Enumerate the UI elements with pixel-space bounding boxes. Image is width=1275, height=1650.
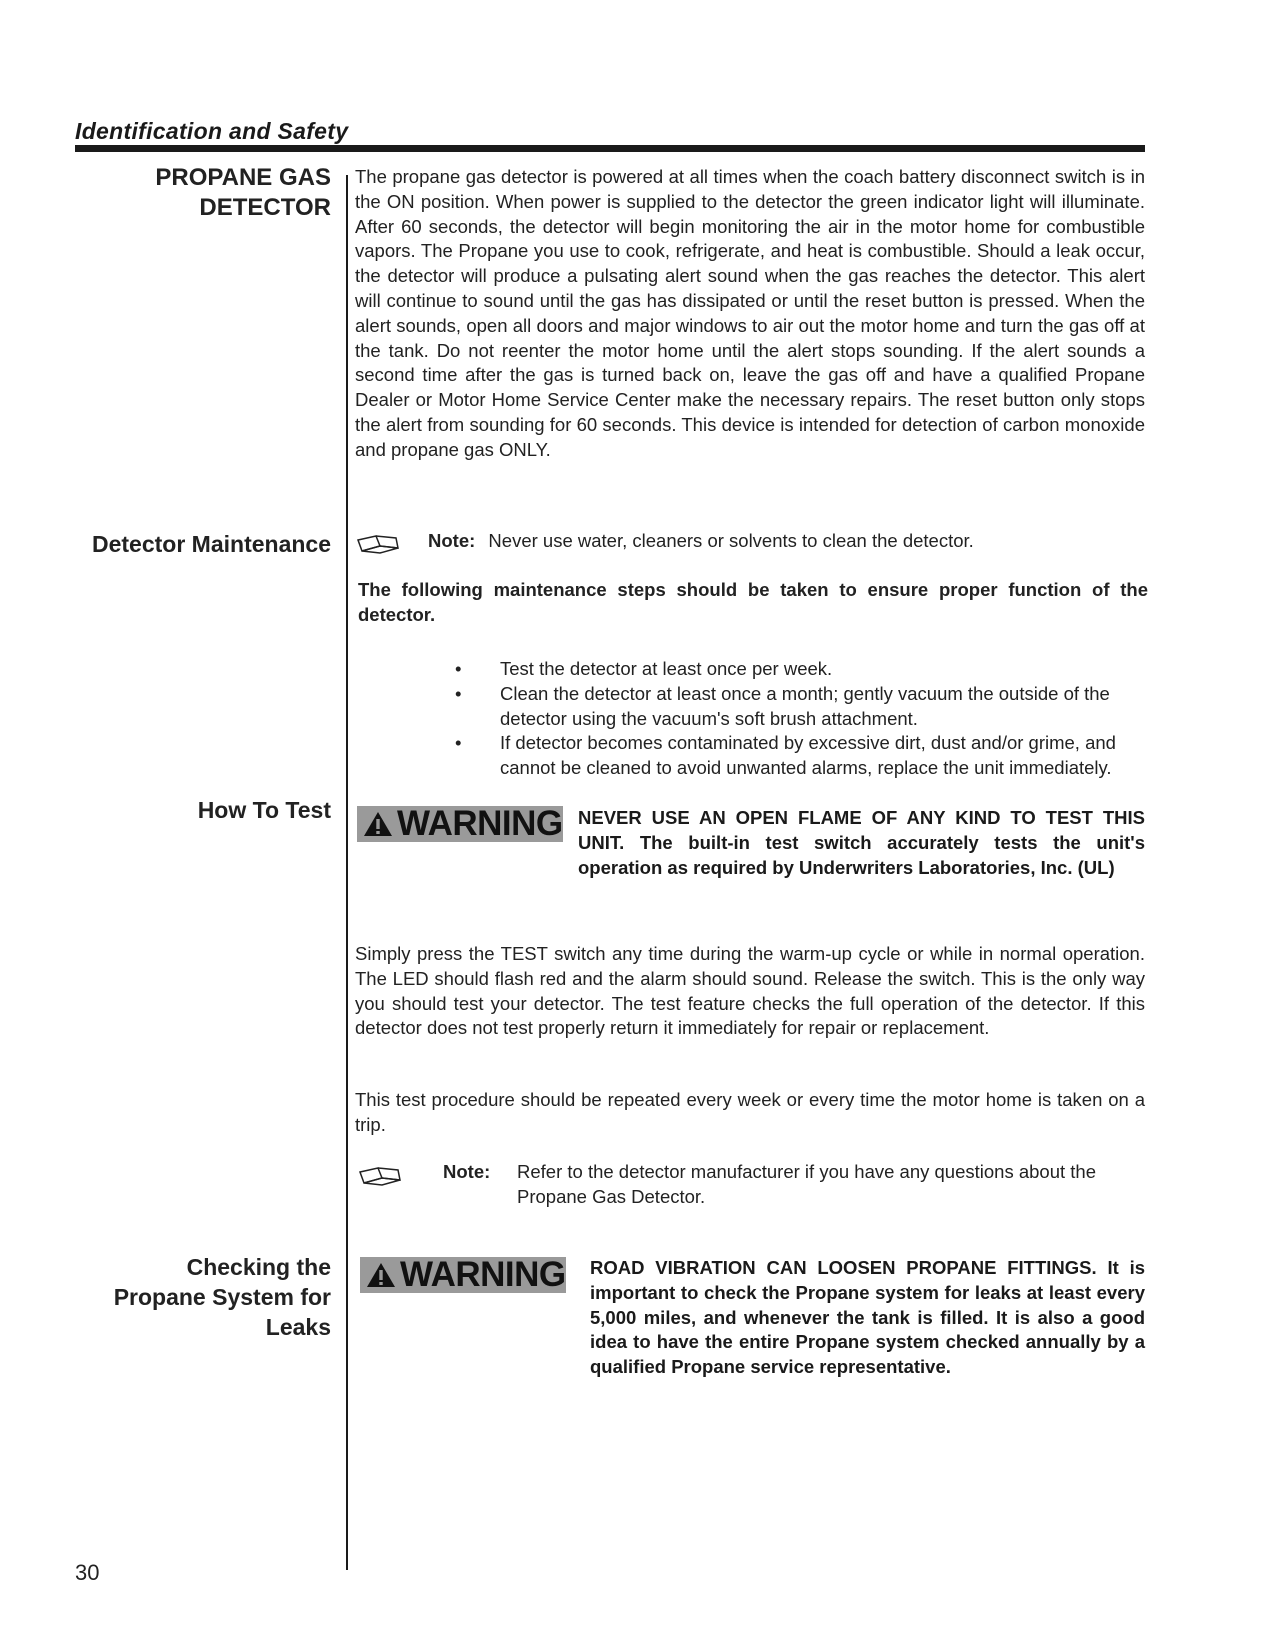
heading-line: DETECTOR [199, 194, 331, 221]
warning-label: WARNING [400, 1255, 566, 1294]
test-frequency: This test procedure should be repeated every week or every time the motor home is taken on a trip. [355, 1089, 1145, 1135]
note-text: Never use water, cleaners or solvents to clean the detector. [488, 530, 974, 551]
open-book-icon [356, 532, 400, 556]
propane-detector-body: The propane gas detector is powered at all times when the coach battery disconnect switch is in the ON position. When power is supplied to the detector the green indicator light will illuminate. After 60 seconds, the detector will begin monitoring the air in the motor home for combustible vapors. The Propane you use to cook, refrigerate, and heat is combustible. Should a leak occur, the detector will produce a pulsating alert sound when the gas reaches the detector. This alert will continue to sound until the gas has dissipated or until the reset button is pressed. When the alert sounds, open all doors and major windows to air out the motor home and turn the gas off at the tank. Do not reenter the motor home until the alert stops sounding. If the alert sounds a second time after the gas is turned back on, leave the gas off and have a qualified Propane Dealer or Motor Home Service Center make the necessary repairs. The reset button only stops the alert from sounding for 60 seconds. This device is intended for detection of carbon monoxide and propane gas ONLY. [355, 166, 1145, 460]
list-item [455, 657, 1145, 682]
leak-warning-text: ROAD VIBRATION CAN LOOSEN PROPANE FITTINGS. It is important to check the Propane system for leaks at least every 5,000 miles, and whenever the tank is filled. It is also a good idea to have the entire Propane system checked annually by a qualified Propane service representative. [590, 1257, 1145, 1378]
test-instructions: Simply press the TEST switch any time during the warm-up cycle or while in normal operation. The LED should flash red and the alarm should sound. Release the switch. This is the only way you should test your detector. The test feature checks the full operation of the detector. If this detector does not test properly return it immediately for repair or replacement. [355, 943, 1145, 1039]
note-label [443, 1160, 523, 1185]
list-item-text: If detector becomes contaminated by excessive dirt, dust and/or grime, and cannot be cleaned to avoid unwanted alarms, replace the unit immediately. [500, 732, 1116, 779]
how-to-test-heading: How To Test [197, 797, 331, 823]
note-label-text: Note: [443, 1161, 491, 1182]
warning-triangle-icon [366, 1261, 396, 1289]
bullet: • [455, 682, 462, 704]
list-item-text: Clean the detector at least once a month; gently vacuum the outside of the detector using the vacuum's soft brush attachment. [500, 682, 1110, 729]
bullet: • [455, 732, 462, 754]
list-item [455, 682, 1145, 732]
warning-badge [357, 806, 563, 842]
maintenance-intro: The following maintenance steps should be taken to ensure proper function of the detector. [358, 579, 1148, 625]
detector-maintenance-heading: Detector Maintenance [91, 531, 331, 557]
heading-line: Leaks [265, 1314, 331, 1340]
propane-detector-heading [155, 163, 331, 223]
open-book-icon [358, 1164, 402, 1188]
heading-line: Checking the [186, 1254, 331, 1280]
test-note-text: Refer to the detector manufacturer if you have any questions about the Propane Gas Detector. [517, 1161, 1096, 1207]
heading-line: Propane System for [113, 1284, 331, 1310]
maintenance-note [428, 529, 1148, 554]
warning-label: WARNING [397, 804, 563, 843]
column-divider [346, 175, 348, 1570]
heading-line: PROPANE GAS [155, 164, 331, 191]
test-warning-text: NEVER USE AN OPEN FLAME OF ANY KIND TO TEST THIS UNIT. The built-in test switch accurately tests the unit's operation as required by Underwriters Laboratories, Inc. (UL) [578, 807, 1145, 878]
list-item [455, 731, 1145, 781]
bullet: • [455, 658, 462, 679]
note-label: Note: [428, 530, 476, 551]
header-divider [75, 145, 1145, 152]
warning-triangle-icon [363, 810, 393, 838]
warning-badge [360, 1257, 566, 1293]
section-title: Identification and Safety [75, 118, 349, 144]
list-item-text: Test the detector at least once per week. [500, 658, 833, 679]
page-number: 30 [75, 1560, 100, 1585]
maintenance-steps-list [455, 657, 1145, 781]
checking-leaks-heading [114, 1252, 331, 1342]
